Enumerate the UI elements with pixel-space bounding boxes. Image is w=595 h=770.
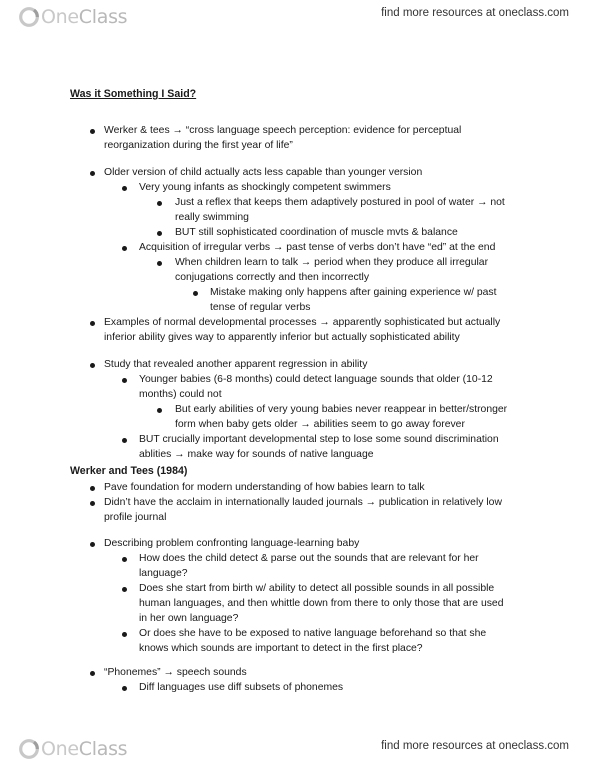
footer-tagline-link[interactable]: find more resources at oneclass.com [381, 740, 569, 752]
text-line: Younger babies (6-8 months) could detect language sounds that older (10-12 [139, 374, 493, 385]
text-line: Pave foundation for modern understanding of how babies learn to talk [104, 482, 425, 493]
bullet [90, 129, 95, 134]
text-line: How does the child detect & parse out the sounds that are relevant for her [139, 553, 479, 564]
oneclass-logo-footer[interactable] [18, 738, 127, 760]
text-line: conjugations correctly and then incorrectly [175, 272, 370, 283]
bullet [122, 378, 127, 383]
text-line: Didn’t have the acclaim in internationally lauded journals → publication in relatively low [104, 497, 502, 508]
text-line: really swimming [175, 212, 249, 223]
text-line: Acquisition of irregular verbs → past tense of verbs don’t have “ed” at the end [139, 242, 496, 253]
text-line: Examples of normal developmental processes → apparently sophisticated but actually [104, 317, 501, 328]
text-line: When children learn to talk → period when they produce all irregular [175, 257, 489, 268]
text-line: ablities → make way for sounds of native language [139, 449, 374, 460]
text-line: BUT crucially important developmental step to lose some sound discrimination [139, 434, 499, 445]
text-line: Or does she have to be exposed to native language beforehand so that she [139, 628, 487, 639]
text-line: language? [139, 568, 188, 579]
bullet [157, 261, 162, 266]
bullet [90, 542, 95, 547]
text-line: knows which sounds are important to detect in the first place? [139, 643, 423, 654]
bullet [157, 201, 162, 206]
bullet [90, 501, 95, 506]
text-line: BUT still sophisticated coordination of muscle mvts & balance [175, 227, 458, 238]
bullet [122, 686, 127, 691]
text-line: “Phonemes” → speech sounds [104, 667, 247, 678]
text-line: Study that revealed another apparent regression in ability [104, 359, 368, 370]
oneclass-o-icon [18, 6, 40, 28]
text-line: Diff languages use diff subsets of phonemes [139, 682, 344, 693]
text-line: Very young infants as shockingly competent swimmers [139, 182, 391, 193]
oneclass-o-icon [18, 738, 40, 760]
bullet [193, 291, 198, 296]
text-line: Mistake making only happens after gaining experience w/ past [210, 287, 497, 298]
text-line: But early abilities of very young babies never reappear in better/stronger [175, 404, 508, 415]
text-line: form when baby gets older → abilities seem to go away forever [175, 419, 465, 430]
text-line: human languages, and then whittle down from there to only those that are used [139, 598, 504, 609]
header-tagline-link[interactable]: find more resources at oneclass.com [381, 7, 569, 19]
bullet [90, 363, 95, 368]
section-heading: Werker and Tees (1984) [70, 465, 188, 477]
bullet [90, 486, 95, 491]
document-title: Was it Something I Said? [70, 88, 197, 100]
bullet [90, 671, 95, 676]
text-line: Just a reflex that keeps them adaptively postured in pool of water → not [175, 197, 505, 208]
bullet [157, 231, 162, 236]
logo-text: OneClass [41, 738, 128, 760]
text-line: Does she start from birth w/ ability to detect all possible sounds in all possible [139, 583, 495, 594]
bullet [90, 321, 95, 326]
bullet [122, 587, 127, 592]
text-line: profile journal [104, 512, 167, 523]
text-line: months) could not [139, 389, 222, 400]
text-line: in her own language? [139, 613, 239, 624]
bullet [90, 171, 95, 176]
text-line: Older version of child actually acts less capable than younger version [104, 167, 423, 178]
bullet [122, 438, 127, 443]
bullet [122, 186, 127, 191]
bullet [157, 408, 162, 413]
text-line: Describing problem confronting language-learning baby [104, 538, 360, 549]
text-line: reorganization during the first year of life” [104, 140, 293, 151]
bullet [122, 632, 127, 637]
bullet [122, 557, 127, 562]
logo-text: OneClass [41, 6, 128, 28]
bullet [122, 246, 127, 251]
text-line: tense of regular verbs [210, 302, 311, 313]
text-line: inferior ability gives way to apparently inferior but actually sophisticated ability [104, 332, 460, 343]
text-line: Werker & tees → “cross language speech perception: evidence for perceptual [104, 125, 462, 136]
oneclass-logo[interactable] [18, 6, 127, 28]
